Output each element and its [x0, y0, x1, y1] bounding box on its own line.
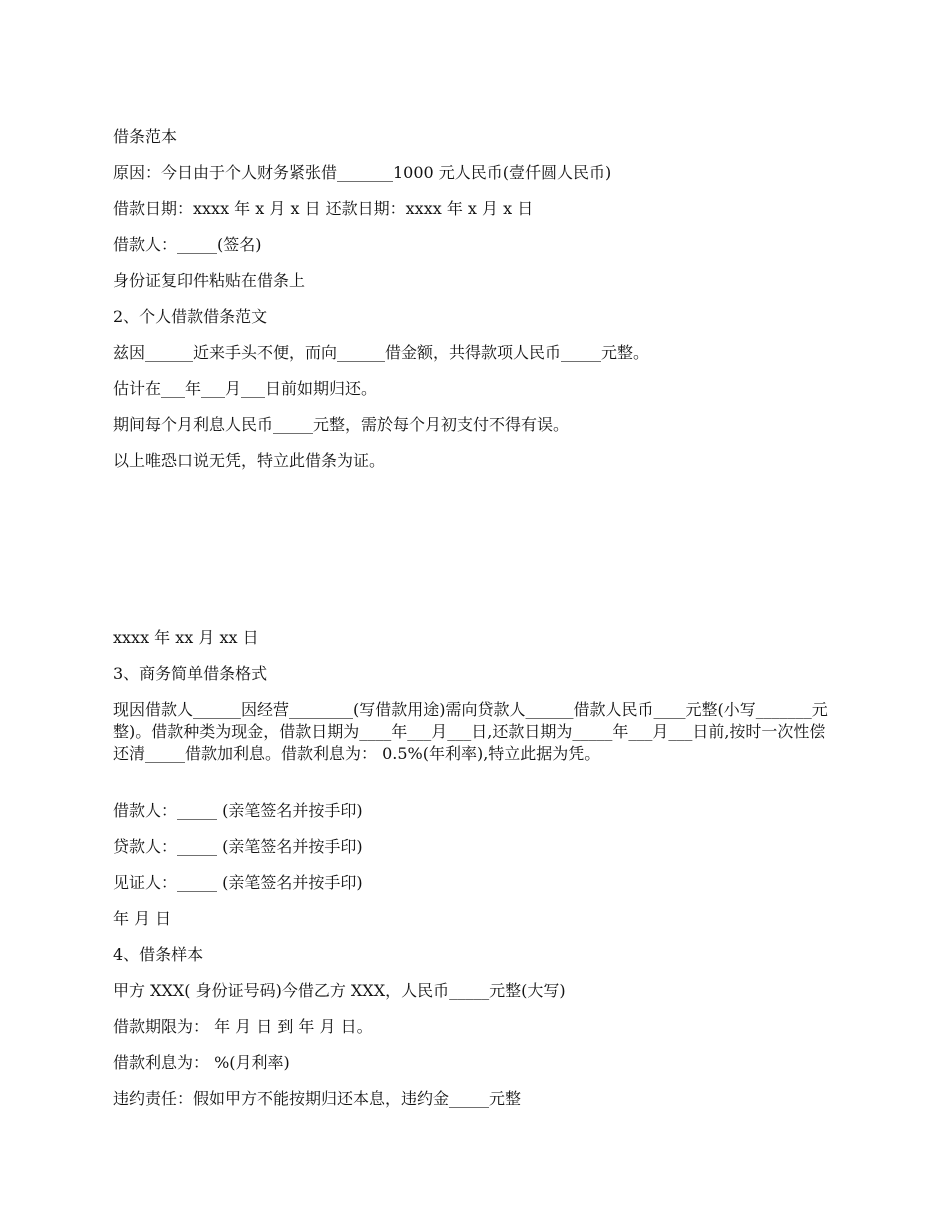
borrower-signature-line: 借款人：_____(签名) [113, 235, 262, 254]
date-placeholder-line: 年 月 日 [113, 909, 172, 928]
section-2-heading: 2、个人借款借条范文 [113, 307, 268, 326]
section-4-heading: 4、借条样本 [113, 945, 204, 964]
witness-line: 见证人：_____ (亲笔签名并按手印) [113, 873, 363, 892]
reason-line: 原因：今日由于个人财务紧张借_______1000 元人民币(壹仟圆人民币) [113, 163, 612, 182]
section-2-body-1: 兹因______近来手头不便，而向______借金额，共得款项人民币_____元整。 [113, 343, 650, 362]
section-2-date: xxxx 年 xx 月 xx 日 [113, 628, 259, 647]
borrower-line: 借款人：_____ (亲笔签名并按手印) [113, 801, 363, 820]
section-4-body-2: 借款期限为： 年 月 日 到 年 月 日。 [113, 1017, 373, 1036]
doc-title: 借条范本 [113, 127, 178, 146]
section-4-body-1: 甲方 XXX( 身份证号码)今借乙方 XXX，人民币_____元整(大写) [113, 981, 566, 1000]
section-3-heading: 3、商务简单借条格式 [113, 664, 268, 683]
section-4-body-3: 借款利息为： %(月利率) [113, 1053, 290, 1072]
section-2-body-4: 以上唯恐口说无凭，特立此借条为证。 [113, 451, 386, 470]
section-3-body: 现因借款人______因经营________(写借款用途)需向贷款人______借款人民币____元整(小写_______元整)。借款种类为现金，借款日期为____年___月___日,还款日期为_____年___月___日前,按时一次性偿还清_____借款加利息。借款利息为： 0.5%(年利率),特立此据为凭。 [113, 700, 828, 763]
section-2-body-3: 期间每个月利息人民币_____元整，需於每个月初支付不得有误。 [113, 415, 570, 434]
id-copy-note: 身份证复印件粘贴在借条上 [113, 271, 306, 290]
section-4-body-4: 违约责任：假如甲方不能按期归还本息，违约金_____元整 [113, 1089, 522, 1108]
lender-line: 贷款人：_____ (亲笔签名并按手印) [113, 837, 363, 856]
date-line: 借款日期：xxxx 年 x 月 x 日 还款日期：xxxx 年 x 月 x 日 [113, 199, 534, 218]
section-2-body-2: 估计在___年___月___日前如期归还。 [113, 379, 378, 398]
